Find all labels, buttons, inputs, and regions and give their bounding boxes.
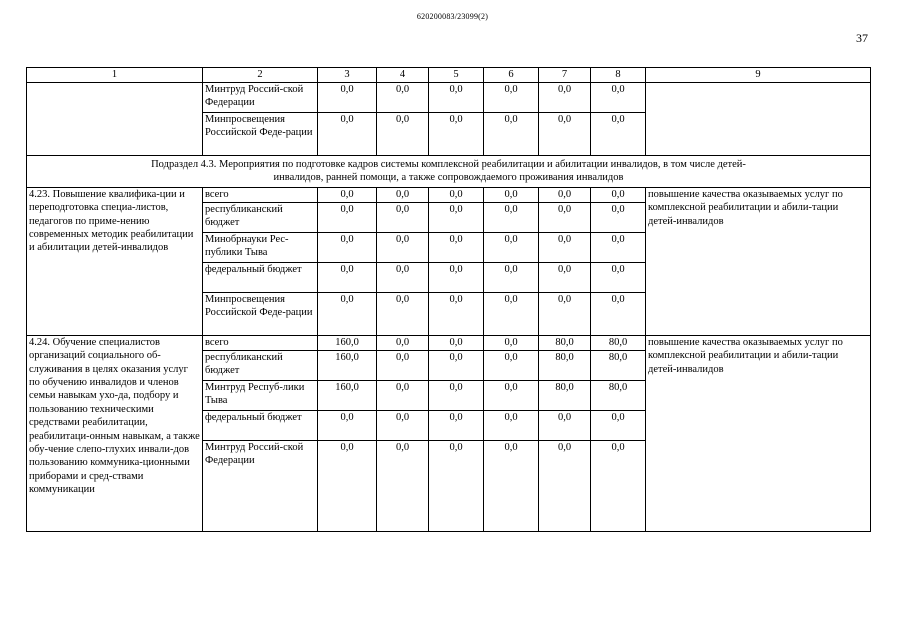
value-cell: 0,0 [429, 410, 484, 440]
value-cell: 0,0 [377, 262, 429, 292]
value-cell: 0,0 [318, 440, 377, 531]
funding-source: республиканский бюджет [203, 350, 318, 380]
value-cell: 0,0 [539, 410, 591, 440]
funding-source: Минпросвещения Российской Феде-рации [203, 292, 318, 335]
value-cell: 0,0 [591, 410, 646, 440]
value-cell: 0,0 [377, 202, 429, 232]
value-cell: 0,0 [429, 292, 484, 335]
column-header: 3 [318, 68, 377, 83]
value-cell: 0,0 [484, 187, 539, 202]
value-cell: 0,0 [591, 113, 646, 156]
value-cell: 0,0 [484, 380, 539, 410]
header-row [27, 68, 871, 83]
value-cell: 0,0 [318, 187, 377, 202]
value-cell: 0,0 [429, 335, 484, 350]
page-number: 37 [856, 31, 868, 45]
funding-source: Минтруд Россий-ской Федерации [203, 440, 318, 531]
value-cell: 160,0 [318, 335, 377, 350]
table-body [27, 68, 871, 532]
value-cell: 0,0 [484, 350, 539, 380]
value-cell: 0,0 [318, 202, 377, 232]
value-cell: 0,0 [429, 232, 484, 262]
activity-name: 4.24. Обучение специалистов организаций социального об-служивания в целях оказания услуг по обучению инвалидов и членов семьи навыкам ухо-да, подбору и пользованию техническими средствами реабилитации, реабилитаци-онным навыкам, а также обу-чение слепо-глухих инвали-дов пользованию коммуника-ционными приборами и сред-ствами коммуникации [27, 335, 203, 531]
value-cell: 0,0 [429, 350, 484, 380]
value-cell: 0,0 [429, 113, 484, 156]
value-cell: 0,0 [539, 232, 591, 262]
subsection-title: Подраздел 4.3. Мероприятия по подготовке кадров системы комплексной реабилитации и абилитации инвалидов, в том числе детей-инвалидов, ранней помощи, а также сопровождаемого проживания инвалидов [27, 156, 871, 188]
value-cell: 0,0 [318, 83, 377, 113]
value-cell: 80,0 [539, 350, 591, 380]
table-row [27, 335, 871, 350]
value-cell: 0,0 [591, 262, 646, 292]
value-cell: 80,0 [591, 380, 646, 410]
funding-source: федеральный бюджет [203, 262, 318, 292]
column-header: 2 [203, 68, 318, 83]
value-cell: 0,0 [429, 440, 484, 531]
expected-result: повышение качества оказываемых услуг по комплексной реабилитации и абили-тации детей-инвалидов [646, 187, 871, 335]
value-cell: 0,0 [377, 440, 429, 531]
value-cell: 0,0 [591, 440, 646, 531]
value-cell: 80,0 [539, 335, 591, 350]
value-cell: 0,0 [591, 83, 646, 113]
value-cell: 0,0 [484, 83, 539, 113]
value-cell: 0,0 [484, 202, 539, 232]
column-header: 4 [377, 68, 429, 83]
value-cell: 0,0 [591, 202, 646, 232]
value-cell: 0,0 [377, 187, 429, 202]
value-cell: 0,0 [318, 262, 377, 292]
value-cell: 0,0 [539, 113, 591, 156]
value-cell: 0,0 [484, 113, 539, 156]
value-cell: 0,0 [377, 335, 429, 350]
column-header: 8 [591, 68, 646, 83]
value-cell: 0,0 [539, 202, 591, 232]
value-cell: 0,0 [377, 232, 429, 262]
subsection-row [27, 156, 871, 188]
value-cell: 0,0 [377, 83, 429, 113]
value-cell: 80,0 [591, 335, 646, 350]
value-cell: 0,0 [539, 440, 591, 531]
value-cell: 0,0 [484, 292, 539, 335]
funding-source: всего [203, 335, 318, 350]
value-cell: 0,0 [429, 380, 484, 410]
value-cell: 0,0 [377, 410, 429, 440]
value-cell: 0,0 [484, 410, 539, 440]
value-cell: 0,0 [539, 187, 591, 202]
funding-source: республиканский бюджет [203, 202, 318, 232]
value-cell: 0,0 [539, 292, 591, 335]
value-cell: 0,0 [429, 187, 484, 202]
value-cell: 0,0 [484, 232, 539, 262]
funding-source: Минпросвещения Российской Феде-рации [203, 113, 318, 156]
column-header: 6 [484, 68, 539, 83]
value-cell: 0,0 [377, 350, 429, 380]
value-cell: 160,0 [318, 350, 377, 380]
value-cell: 80,0 [539, 380, 591, 410]
value-cell: 0,0 [318, 292, 377, 335]
value-cell: 0,0 [429, 262, 484, 292]
table-row [27, 187, 871, 202]
value-cell: 0,0 [484, 335, 539, 350]
value-cell: 0,0 [318, 113, 377, 156]
funding-source: Минтруд Россий-ской Федерации [203, 83, 318, 113]
column-header: 9 [646, 68, 871, 83]
value-cell: 80,0 [591, 350, 646, 380]
value-cell: 160,0 [318, 380, 377, 410]
value-cell: 0,0 [539, 83, 591, 113]
value-cell: 0,0 [318, 410, 377, 440]
funding-source: Минтруд Респуб-лики Тыва [203, 380, 318, 410]
funding-source: федеральный бюджет [203, 410, 318, 440]
value-cell: 0,0 [318, 232, 377, 262]
value-cell: 0,0 [377, 380, 429, 410]
activity-cell-empty [27, 83, 203, 156]
value-cell: 0,0 [484, 262, 539, 292]
value-cell: 0,0 [377, 113, 429, 156]
value-cell: 0,0 [429, 202, 484, 232]
value-cell: 0,0 [591, 187, 646, 202]
expected-result: повышение качества оказываемых услуг по комплексной реабилитации и абили-тации детей-инвалидов [646, 335, 871, 531]
funding-source: всего [203, 187, 318, 202]
value-cell: 0,0 [429, 83, 484, 113]
result-cell-empty [646, 83, 871, 156]
value-cell: 0,0 [591, 292, 646, 335]
value-cell: 0,0 [484, 440, 539, 531]
column-header: 1 [27, 68, 203, 83]
value-cell: 0,0 [377, 292, 429, 335]
table-row [27, 83, 871, 113]
funding-source: Минобрнауки Рес-публики Тыва [203, 232, 318, 262]
column-header: 7 [539, 68, 591, 83]
activity-name: 4.23. Повышение квалифика-ции и переподготовка специа-листов, педагогов по приме-нению современных методик реабилитации и абилитации детей-инвалидов [27, 187, 203, 335]
value-cell: 0,0 [539, 262, 591, 292]
column-header: 5 [429, 68, 484, 83]
program-table [26, 67, 871, 532]
document-id: 620200083/23099(2) [416, 12, 489, 21]
value-cell: 0,0 [591, 232, 646, 262]
